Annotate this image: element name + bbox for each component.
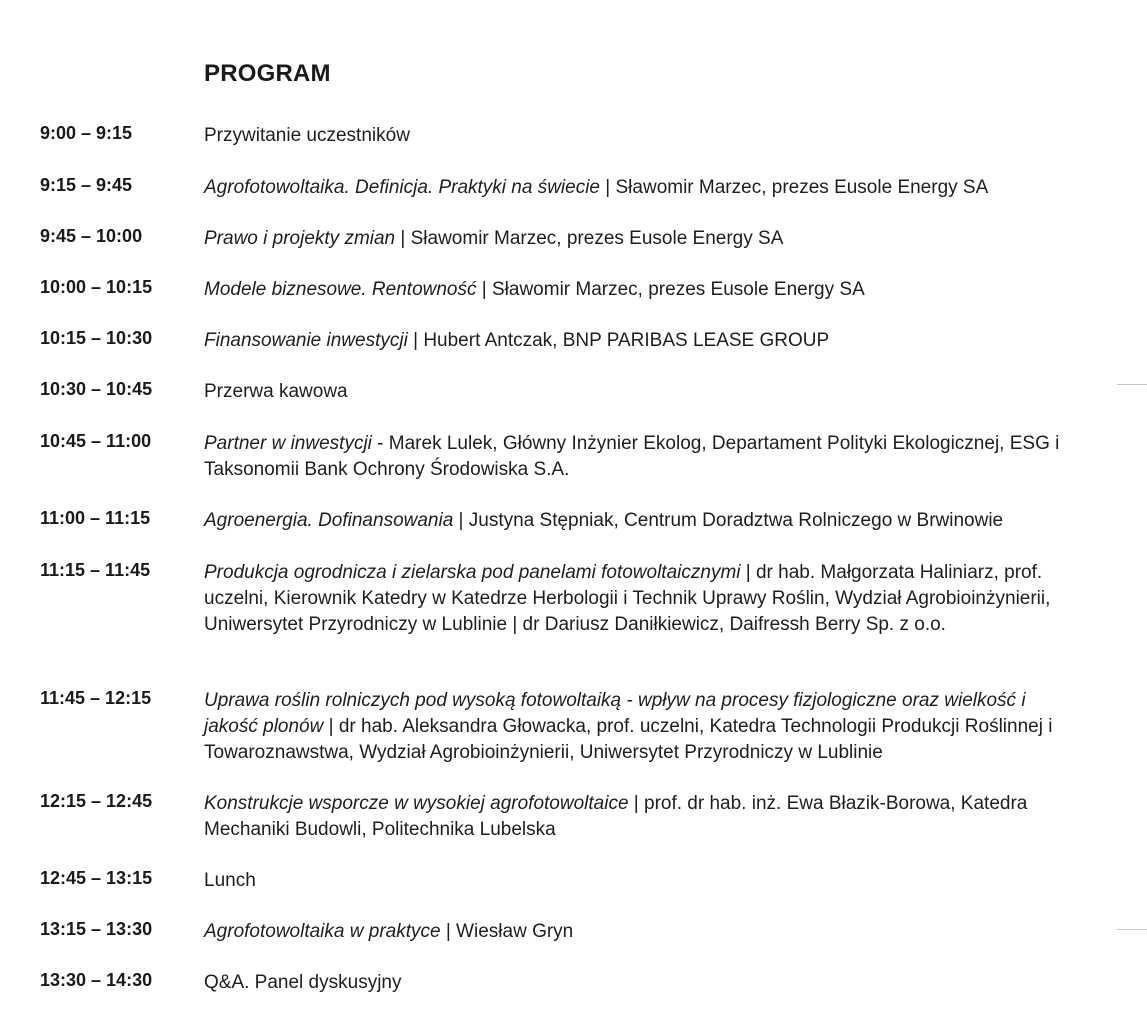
agenda-speaker: | prof. dr hab. inż. Ewa Błazik-Borowa, Katedra Mechaniki Budowli, Politechnika Lubelska xyxy=(204,793,1028,840)
agenda-time: 13:30 – 14:30 xyxy=(40,970,153,990)
agenda-description xyxy=(204,560,1074,638)
agenda-time: 12:15 – 12:45 xyxy=(40,791,153,811)
agenda-time: 10:00 – 10:15 xyxy=(40,277,153,297)
agenda-time: 9:00 – 9:15 xyxy=(40,123,133,143)
agenda-description xyxy=(204,379,1104,405)
agenda-topic: Produkcja ogrodnicza i zielarska pod panelami fotowoltaicznymi xyxy=(204,562,741,583)
page-edge-divider xyxy=(1117,929,1147,930)
agenda-speaker: | dr hab. Małgorzata Haliniarz, prof. uczelni, Kierownik Katedry w Katedrze Herbologii i Technik Uprawy Roślin, Wydział Agrobioinżynierii, Uniwersytet Przyrodniczy w Lublinie | dr Dariusz Daniłkiewicz, Daifressh Berry Sp. z o.o. xyxy=(204,562,1051,635)
agenda-speaker: Przywitanie uczestników xyxy=(204,125,410,146)
page-title: PROGRAM xyxy=(204,60,331,87)
agenda-time: 9:45 – 10:00 xyxy=(40,226,143,246)
agenda-time: 9:15 – 9:45 xyxy=(40,175,133,195)
agenda-description xyxy=(204,175,1104,201)
agenda-speaker: | Wiesław Gryn xyxy=(440,921,574,942)
agenda-description xyxy=(204,919,1104,945)
agenda-speaker: - Marek Lulek, Główny Inżynier Ekolog, Departament Polityki Ekologicznej, ESG i Taksonomii Bank Ochrony Środowiska S.A. xyxy=(204,433,1060,480)
agenda-description xyxy=(204,868,1104,894)
agenda-speaker: Lunch xyxy=(204,870,256,891)
agenda-time: 10:30 – 10:45 xyxy=(40,379,153,399)
agenda-time: 10:45 – 11:00 xyxy=(40,431,152,451)
agenda-description xyxy=(204,970,1104,996)
agenda-description xyxy=(204,123,1104,149)
agenda-speaker: | Sławomir Marzec, prezes Eusole Energy SA xyxy=(476,279,865,300)
page-edge-divider xyxy=(1117,384,1147,385)
agenda-topic: Agrofotowoltaika. Definicja. Praktyki na świecie xyxy=(204,177,601,198)
agenda-speaker: Q&A. Panel dyskusyjny xyxy=(204,972,402,993)
agenda-topic: Prawo i projekty zmian xyxy=(204,228,396,249)
agenda-speaker: Przerwa kawowa xyxy=(204,381,348,402)
agenda-time: 11:00 – 11:15 xyxy=(40,508,151,528)
agenda-time: 11:45 – 12:15 xyxy=(40,688,152,708)
agenda-speaker: | Sławomir Marzec, prezes Eusole Energy SA xyxy=(395,228,784,249)
agenda-topic: Partner w inwestycji xyxy=(204,433,372,454)
agenda-topic: Agrofotowoltaika w praktyce xyxy=(204,921,441,942)
agenda-topic: Agroenergia. Dofinansowania xyxy=(204,510,454,531)
agenda-time: 10:15 – 10:30 xyxy=(40,328,153,348)
agenda-description xyxy=(204,277,1104,303)
agenda-description xyxy=(204,688,1084,766)
agenda-speaker: | dr hab. Aleksandra Głowacka, prof. uczelni, Katedra Technologii Produkcji Roślinnej i Towaroznawstwa, Wydział Agrobioinżynierii, Uniwersytet Przyrodniczy w Lublinie xyxy=(204,716,1053,763)
agenda-speaker: | Hubert Antczak, BNP PARIBAS LEASE GROUP xyxy=(407,330,830,351)
agenda-topic: Finansowanie inwestycji xyxy=(204,330,408,351)
agenda-speaker: | Justyna Stępniak, Centrum Doradztwa Rolniczego w Brwinowie xyxy=(453,510,1004,531)
agenda-description xyxy=(204,508,1104,534)
agenda-topic: Konstrukcje wsporcze w wysokiej agrofotowoltaice xyxy=(204,793,629,814)
agenda-description xyxy=(204,791,1034,843)
agenda-description xyxy=(204,226,1104,252)
agenda-description xyxy=(204,431,1094,483)
agenda-time: 13:15 – 13:30 xyxy=(40,919,153,939)
agenda-topic: Uprawa roślin rolniczych pod wysoką fotowoltaiką - wpływ na procesy fizjologiczne oraz wielkość i jakość plonów xyxy=(204,690,1026,737)
agenda-time: 11:15 – 11:45 xyxy=(40,560,151,580)
agenda-speaker: | Sławomir Marzec, prezes Eusole Energy SA xyxy=(600,177,989,198)
agenda-description xyxy=(204,328,1104,354)
agenda-time: 12:45 – 13:15 xyxy=(40,868,153,888)
agenda-topic: Modele biznesowe. Rentowność xyxy=(204,279,477,300)
